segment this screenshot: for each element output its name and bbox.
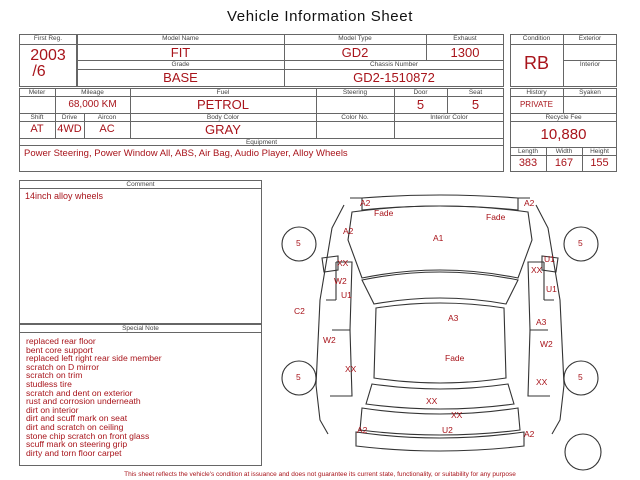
list-item: dirt and scratch on ceiling bbox=[26, 421, 124, 432]
first-reg-label: First Reg. bbox=[33, 35, 63, 42]
drive-label: Drive bbox=[61, 114, 78, 121]
fuel-label: Fuel bbox=[216, 89, 230, 96]
fuel-value: PETROL bbox=[196, 97, 249, 112]
door-label: Door bbox=[413, 89, 428, 96]
history-label: History bbox=[526, 89, 547, 96]
damage-mark: 5 bbox=[578, 238, 583, 248]
damage-mark: C2 bbox=[294, 306, 305, 316]
damage-mark: A1 bbox=[433, 233, 444, 243]
damage-mark: A2 bbox=[343, 226, 354, 236]
damage-mark: A3 bbox=[448, 313, 459, 323]
list-item: studless tire bbox=[26, 378, 72, 389]
damage-mark: Fade bbox=[445, 353, 465, 363]
mileage-label: Mileage bbox=[81, 89, 104, 96]
model-name-value: FIT bbox=[170, 45, 191, 60]
width-value: 167 bbox=[554, 157, 574, 169]
first-reg-year: 2003 bbox=[30, 47, 66, 64]
comment-value: 14inch alloy wheels bbox=[25, 191, 104, 201]
damage-mark: XX bbox=[451, 410, 463, 420]
damage-mark: XX bbox=[536, 377, 548, 387]
disclaimer-footer: This sheet reflects the vehicle's condition at issuance and does not guarantee its current state, functionality, or suitability for any purpose bbox=[124, 471, 516, 478]
damage-mark: XX bbox=[345, 364, 357, 374]
history-value: PRIVATE bbox=[519, 100, 554, 109]
list-item: stone chip scratch on front glass bbox=[26, 430, 150, 441]
aircon-label: Aircon bbox=[97, 114, 117, 121]
seat-value: 5 bbox=[471, 97, 480, 112]
comment-box bbox=[19, 180, 262, 324]
length-label: Length bbox=[518, 148, 538, 155]
damage-mark: U1 bbox=[546, 284, 557, 294]
condition-label: Condition bbox=[522, 35, 551, 42]
recycle-fee-label: Recycle Fee bbox=[545, 114, 582, 121]
damage-mark: W2 bbox=[323, 335, 336, 345]
interior-color-label: Interior Color bbox=[430, 114, 468, 121]
special-note-list bbox=[26, 337, 162, 457]
damage-mark: A2 bbox=[360, 198, 371, 208]
damage-mark: W2 bbox=[540, 339, 553, 349]
drive-value: 4WD bbox=[57, 123, 82, 135]
list-item: scratch and dent on exterior bbox=[26, 387, 133, 398]
color-no-label: Color No. bbox=[341, 114, 369, 121]
damage-mark: A3 bbox=[536, 317, 547, 327]
height-label: Height bbox=[590, 148, 609, 155]
exhaust-value: 1300 bbox=[450, 45, 480, 60]
steering-label: Steering bbox=[342, 89, 368, 96]
shift-label: Shift bbox=[30, 114, 44, 121]
damage-mark: XX bbox=[531, 265, 543, 275]
list-item: rust and corrosion underneath bbox=[26, 396, 141, 407]
condition-value: RB bbox=[523, 53, 549, 73]
list-item: dirty and torn floor carpet bbox=[26, 447, 122, 458]
damage-mark: A2 bbox=[524, 429, 535, 439]
aircon-value: AC bbox=[99, 123, 115, 135]
list-item: scuff mark on steering grip bbox=[26, 439, 128, 450]
syaken-label: Syaken bbox=[579, 89, 601, 96]
damage-mark: U1 bbox=[341, 290, 352, 300]
damage-mark: XX bbox=[426, 396, 438, 406]
door-value: 5 bbox=[416, 97, 425, 112]
damage-mark: 5 bbox=[578, 372, 583, 382]
exterior-label: Exterior bbox=[578, 35, 602, 42]
damage-mark: Fade bbox=[374, 208, 394, 218]
list-item: dirt and scuff mark on seat bbox=[26, 413, 128, 424]
special-note-label: Special Note bbox=[122, 325, 159, 332]
mileage-value: 68,000 KM bbox=[68, 99, 117, 110]
damage-mark: Fade bbox=[486, 212, 506, 222]
meter-label: Meter bbox=[28, 89, 46, 96]
model-name-label: Model Name bbox=[162, 35, 199, 42]
list-item: replaced rear floor bbox=[26, 336, 96, 346]
grade-label: Grade bbox=[171, 61, 190, 68]
damage-mark: U2 bbox=[442, 425, 453, 435]
recycle-fee-value: 10,880 bbox=[540, 126, 587, 143]
damage-mark: XX bbox=[337, 258, 349, 268]
equipment-label: Equipment bbox=[245, 139, 278, 146]
length-value: 383 bbox=[518, 157, 538, 169]
seat-label: Seat bbox=[468, 89, 483, 96]
page-title: Vehicle Information Sheet bbox=[227, 8, 413, 25]
shift-value: AT bbox=[30, 123, 44, 135]
equipment-value: Power Steering, Power Window All, ABS, Air Bag, Audio Player, Alloy Wheels bbox=[24, 148, 348, 159]
list-item: bent core support bbox=[26, 344, 93, 355]
model-type-label: Model Type bbox=[338, 35, 372, 42]
body-color-value: GRAY bbox=[205, 122, 241, 137]
damage-mark: 5 bbox=[296, 238, 301, 248]
damage-mark: W2 bbox=[334, 276, 347, 286]
damage-mark: A2 bbox=[524, 198, 535, 208]
height-value: 155 bbox=[590, 157, 609, 169]
damage-mark: U1 bbox=[544, 254, 555, 264]
chassis-number-label: Chassis Number bbox=[369, 61, 419, 68]
grade-value: BASE bbox=[163, 70, 198, 85]
interior-label: Interior bbox=[579, 61, 601, 68]
comment-label: Comment bbox=[126, 181, 155, 188]
list-item: replaced left right rear side member bbox=[26, 353, 162, 364]
list-item: scratch on trim bbox=[26, 370, 83, 381]
damage-mark: 5 bbox=[296, 372, 301, 382]
body-color-label: Body Color bbox=[206, 114, 240, 121]
model-type-value: GD2 bbox=[341, 45, 369, 60]
damage-mark: A2 bbox=[357, 425, 368, 435]
first-reg-month: /6 bbox=[32, 63, 46, 80]
list-item: scratch on D mirror bbox=[26, 361, 100, 372]
chassis-number-value: GD2-1510872 bbox=[353, 70, 435, 85]
car-damage-diagram bbox=[268, 180, 618, 472]
exhaust-label: Exhaust bbox=[453, 35, 477, 42]
width-label: Width bbox=[555, 148, 573, 155]
list-item: dirt on interior bbox=[26, 404, 79, 415]
